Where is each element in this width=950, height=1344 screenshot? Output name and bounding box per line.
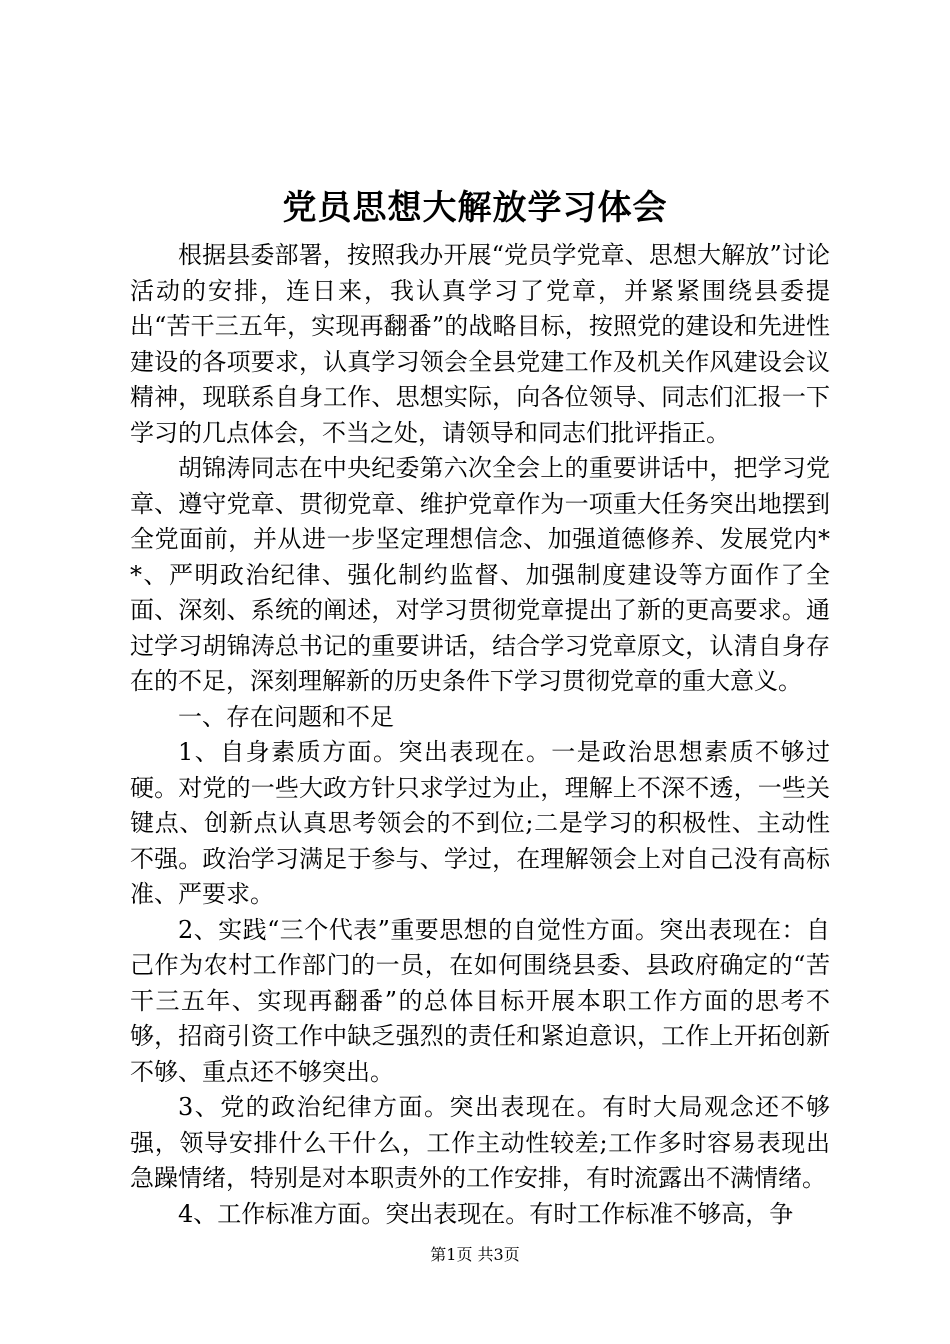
section-heading-problems: 一、存在问题和不足 (178, 702, 394, 731)
paragraph-intro: 根据县委部署，按照我办开展“党员学党章、思想大解放”讨论活动的安排，连日来，我认真学习了党章，并紧紧围绕县委提出“苦干三五年，实现再翻番”的战略目标，按照党的建设和先进性建设的各项要求，认真学习领会全县党建工作及机关作风建设会议精神，现联系自身工作、思想实际，向各位领导、同志们汇报一下学习的几点体会，不当之处，请领导和同志们批评指正。 (130, 241, 830, 447)
page-number-footer: 第1页 共3页 (430, 1245, 520, 1264)
paragraph-item-2: 2、实践“三个代表”重要思想的自觉性方面。突出表现在：自己作为农村工作部门的一员，在如何围绕县委、县政府确定的“苦干三五年、实现再翻番”的总体目标开展本职工作方面的思考不够，招商引资工作中缺乏强烈的责任和紧迫意识，工作上开拓创新不够、重点还不够突出。 (130, 915, 830, 1086)
paragraph-item-4: 4、工作标准方面。突出表现在。有时工作标准不够高，争 (178, 1199, 794, 1228)
document-title: 党员思想大解放学习体会 (282, 188, 668, 228)
paragraph-item-3: 3、党的政治纪律方面。突出表现在。有时大局观念还不够强，领导安排什么干什么，工作主动性较差;工作多时容易表现出急躁情绪，特别是对本职责外的工作安排，有时流露出不满情绪。 (130, 1093, 830, 1192)
paragraph-speech: 胡锦涛同志在中央纪委第六次全会上的重要讲话中，把学习党章、遵守党章、贯彻党章、维护党章作为一项重大任务突出地摆到全党面前，并从进一步坚定理想信念、加强道德修养、发展党内**、严明政治纪律、强化制约监督、加强制度建设等方面作了全面、深刻、系统的阐述，对学习贯彻党章提出了新的更高要求。通过学习胡锦涛总书记的重要讲话，结合学习党章原文，认清自身存在的不足，深刻理解新的历史条件下学习贯彻党章的重大意义。 (130, 454, 830, 695)
document-body (130, 238, 830, 1232)
paragraph-item-1: 1、自身素质方面。突出表现在。一是政治思想素质不够过硬。对党的一些大政方针只求学过为止，理解上不深不透，一些关键点、创新点认真思考领会的不到位;二是学习的积极性、主动性不强。政治学习满足于参与、学过，在理解领会上对自己没有高标准、严要求。 (130, 738, 830, 908)
